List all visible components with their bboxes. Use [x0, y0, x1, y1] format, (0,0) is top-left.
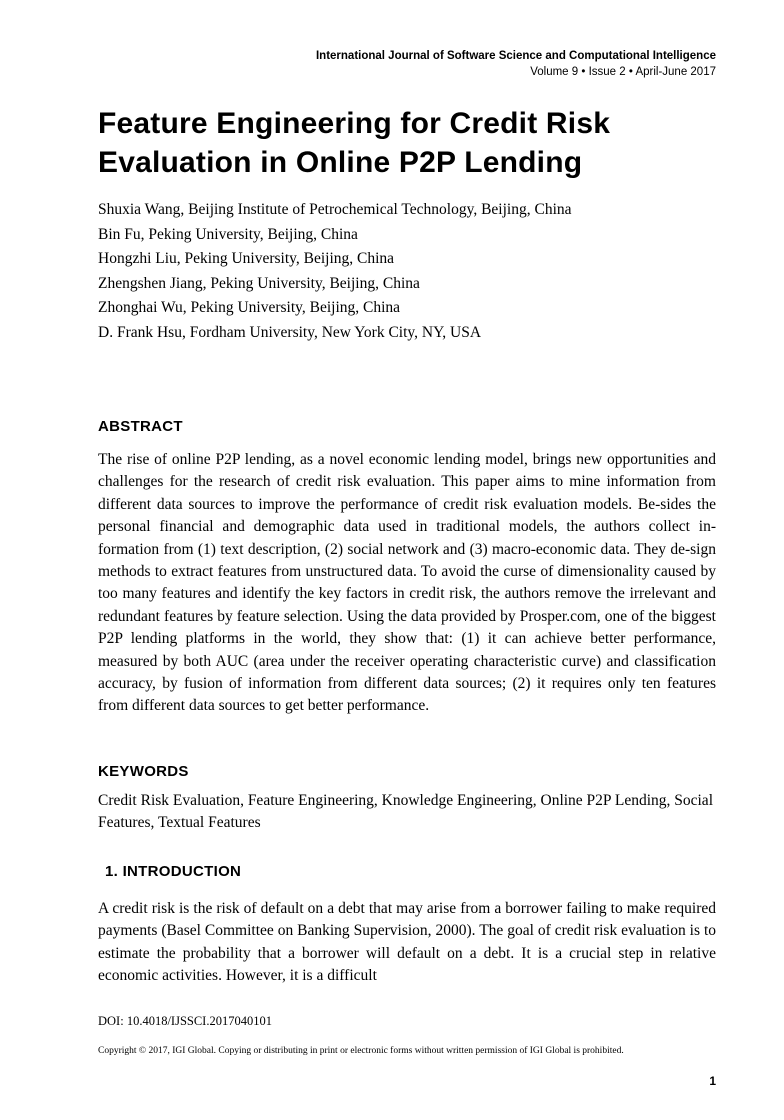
abstract-heading: ABSTRACT: [98, 418, 183, 435]
doi-line: DOI: 10.4018/IJSSCI.2017040101: [98, 1014, 272, 1028]
paper-title: Feature Engineering for Credit Risk Evaluation in Online P2P Lending: [98, 107, 611, 179]
author-line: Shuxia Wang, Beijing Institute of Petrochemical Technology, Beijing, China: [98, 201, 572, 218]
page-number: 1: [709, 1074, 716, 1088]
author-line: Zhengshen Jiang, Peking University, Beijing, China: [98, 274, 420, 292]
journal-header: [98, 48, 716, 80]
keywords-text: Credit Risk Evaluation, Feature Engineering, Knowledge Engineering, Online P2P Lending, Social Features, Textual Features: [98, 792, 713, 832]
keywords-heading: KEYWORDS: [98, 763, 189, 780]
author-line: Hongzhi Liu, Peking University, Beijing, China: [98, 250, 395, 267]
journal-issue-line: Volume 9 • Issue 2 • April-June 2017: [530, 66, 716, 78]
introduction-heading: 1. INTRODUCTION: [105, 863, 242, 880]
author-line: D. Frank Hsu, Fordham University, New York City, NY, USA: [98, 323, 482, 341]
author-line: Bin Fu, Peking University, Beijing, China: [98, 225, 358, 243]
author-line: Zhonghai Wu, Peking University, Beijing, China: [98, 299, 401, 316]
introduction-text: A credit risk is the risk of default on a debt that may arise from a borrower failing to make required payments (Basel Committee on Banking Supervision, 2000). The goal of credit risk evaluation is to estimate the probability that a borrower will default on a debt. It is a crucial step in relative economic activities. However, it is a difficult: [98, 900, 716, 985]
journal-name: International Journal of Software Science and Computational Intelligence: [315, 50, 716, 62]
abstract-text: The rise of online P2P lending, as a novel economic lending model, brings new opportunities and challenges for the research of credit risk evaluation. This paper aims to mine information from different data sources to improve the performance of credit risk evaluation models. Be-sides the personal financial and demographic data used in traditional models, the authors collect in-formation from (1) text description, (2) social network and (3) macro-economic data. They de-sign methods to extract features from unstructured data. To avoid the curse of dimensionality caused by too many features and identify the key factors in credit risk, the authors remove the irrelevant and redundant features by feature selection. Using the data provided by Prosper.com, one of the biggest P2P lending platforms in the world, they show that: (1) it can achieve better performance, measured by both AUC (area under the receiver operating characteristic curve) and classification accuracy, by fusion of information from different data sources; (2) it requires only ten features from different data sources to get better performance.: [98, 451, 716, 715]
author-list: [98, 198, 716, 345]
copyright-line: Copyright © 2017, IGI Global. Copying or distributing in print or electronic forms without written permission of IGI Global is prohibited.: [98, 1046, 624, 1056]
